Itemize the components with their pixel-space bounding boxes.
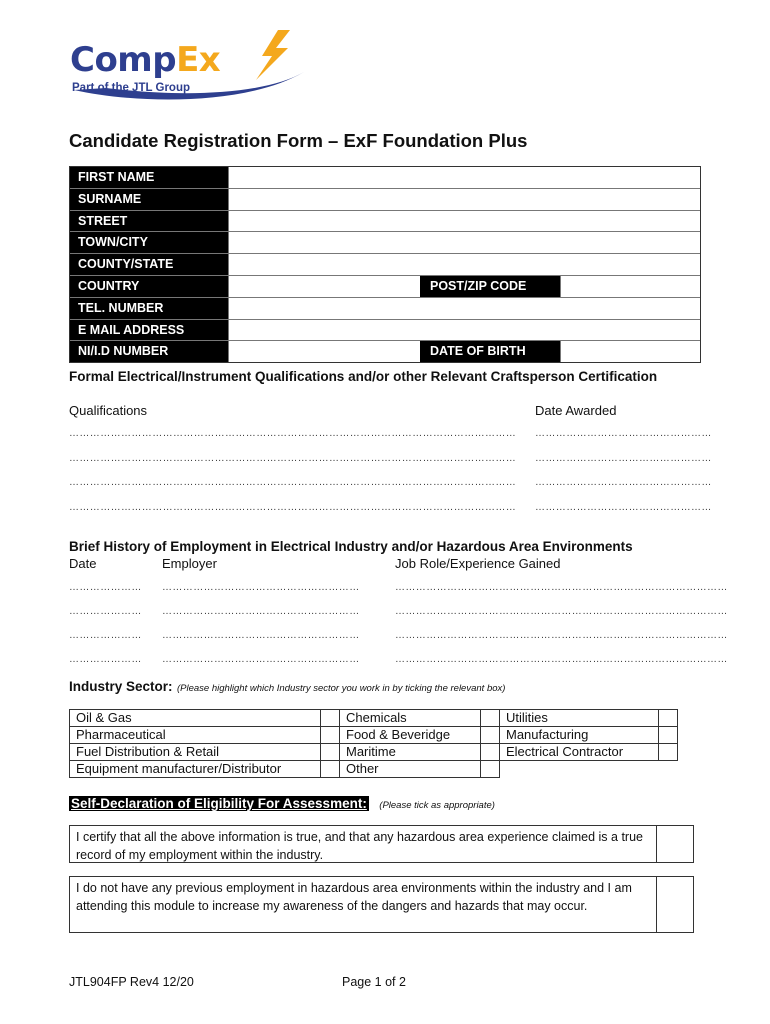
industry-sector-heading-row bbox=[69, 678, 505, 696]
label-surname: SURNAME bbox=[70, 189, 228, 210]
label-town-city: TOWN/CITY bbox=[70, 232, 228, 253]
sector-checkbox[interactable] bbox=[481, 727, 500, 744]
logo-tagline: Part of the JTL Group bbox=[72, 82, 190, 94]
qualifications-col-header: Qualifications bbox=[69, 403, 148, 418]
label-county-state: COUNTY/STATE bbox=[70, 254, 228, 275]
job-role-line[interactable]: …………………………………………………………………………………… bbox=[395, 654, 728, 665]
employment-heading: Brief History of Employment in Electrical Industry and/or Hazardous Area Environments bbox=[69, 539, 633, 554]
first-name-field[interactable] bbox=[228, 167, 700, 188]
sector-checkbox[interactable] bbox=[481, 761, 500, 778]
employment-date-col-header: Date bbox=[69, 556, 97, 571]
label-street: STREET bbox=[70, 211, 228, 232]
sector-empty-cell bbox=[659, 761, 678, 778]
sector-chemicals: Chemicals bbox=[340, 710, 481, 727]
job-role-line[interactable]: …………………………………………………………………………………… bbox=[395, 630, 728, 641]
job-role-line[interactable]: …………………………………………………………………………………… bbox=[395, 582, 728, 593]
sector-checkbox[interactable] bbox=[659, 744, 678, 761]
surname-field[interactable] bbox=[228, 189, 700, 210]
sector-empty-cell bbox=[500, 761, 659, 778]
date-awarded-col-header: Date Awarded bbox=[535, 403, 617, 418]
page-number: Page 1 of 2 bbox=[342, 975, 406, 989]
sector-row bbox=[70, 744, 678, 761]
declaration-heading-row bbox=[69, 795, 495, 813]
label-post-zip: POST/ZIP CODE bbox=[420, 276, 560, 297]
label-first-name: FIRST NAME bbox=[70, 167, 228, 188]
label-tel: TEL. NUMBER bbox=[70, 298, 228, 319]
street-field[interactable] bbox=[228, 211, 700, 232]
row-ni-id bbox=[70, 341, 700, 362]
logo-word-accent: Ex bbox=[176, 40, 221, 80]
town-city-field[interactable] bbox=[228, 232, 700, 253]
sector-row bbox=[70, 710, 678, 727]
date-awarded-line[interactable]: …………………………………………… bbox=[535, 502, 712, 513]
form-title: Candidate Registration Form – ExF Foundation Plus bbox=[69, 130, 528, 151]
sector-checkbox[interactable] bbox=[321, 744, 340, 761]
sector-fuel-distribution: Fuel Distribution & Retail bbox=[70, 744, 321, 761]
industry-sector-table bbox=[69, 709, 678, 778]
date-awarded-line[interactable]: …………………………………………… bbox=[535, 477, 712, 488]
sector-row bbox=[70, 761, 678, 778]
employment-date-line[interactable]: ………………… bbox=[69, 654, 142, 665]
qualifications-heading: Formal Electrical/Instrument Qualifications and/or other Relevant Craftsperson Certification bbox=[69, 369, 658, 384]
county-state-field[interactable] bbox=[228, 254, 700, 275]
sector-checkbox[interactable] bbox=[321, 761, 340, 778]
job-role-line[interactable]: …………………………………………………………………………………… bbox=[395, 606, 728, 617]
sector-other: Other bbox=[340, 761, 481, 778]
qualification-line[interactable]: ………………………………………………………………………………………………………………… bbox=[69, 502, 517, 513]
employer-line[interactable]: ………………………………………………… bbox=[162, 606, 360, 617]
row-surname bbox=[70, 189, 700, 211]
row-town-city bbox=[70, 232, 700, 254]
sector-checkbox[interactable] bbox=[481, 710, 500, 727]
employer-line[interactable]: ………………………………………………… bbox=[162, 582, 360, 593]
employment-date-line[interactable]: ………………… bbox=[69, 630, 142, 641]
sector-oil-gas: Oil & Gas bbox=[70, 710, 321, 727]
sector-equipment-manufacturer: Equipment manufacturer/Distributor bbox=[70, 761, 321, 778]
sector-pharmaceutical: Pharmaceutical bbox=[70, 727, 321, 744]
declaration-statement-2 bbox=[69, 876, 694, 933]
employer-line[interactable]: ………………………………………………… bbox=[162, 654, 360, 665]
qualification-line[interactable]: ………………………………………………………………………………………………………………… bbox=[69, 428, 517, 439]
declaration-statement-1-text: I certify that all the above information is true, and that any hazardous area experience claimed is a true record of my employment within the industry. bbox=[76, 830, 643, 862]
logo-word-main: Comp bbox=[70, 40, 177, 80]
date-awarded-line[interactable]: …………………………………………… bbox=[535, 453, 712, 464]
sector-checkbox[interactable] bbox=[321, 727, 340, 744]
job-role-col-header: Job Role/Experience Gained bbox=[395, 556, 561, 571]
logo-wordmark bbox=[70, 40, 220, 80]
sector-utilities: Utilities bbox=[500, 710, 659, 727]
email-field[interactable] bbox=[228, 320, 700, 341]
compex-logo bbox=[66, 28, 316, 108]
tel-field[interactable] bbox=[228, 298, 700, 319]
employment-date-line[interactable]: ………………… bbox=[69, 606, 142, 617]
declaration-note: (Please tick as appropriate) bbox=[379, 800, 495, 811]
sector-checkbox[interactable] bbox=[659, 710, 678, 727]
declaration-1-checkbox[interactable] bbox=[656, 826, 693, 862]
row-email bbox=[70, 320, 700, 342]
document-reference: JTL904FP Rev4 12/20 bbox=[69, 975, 194, 989]
post-zip-field[interactable] bbox=[560, 276, 700, 297]
label-email: E MAIL ADDRESS bbox=[70, 320, 228, 341]
row-street bbox=[70, 211, 700, 233]
date-awarded-line[interactable]: …………………………………………… bbox=[535, 428, 712, 439]
personal-details-table bbox=[69, 166, 701, 363]
declaration-heading: Self-Declaration of Eligibility For Assessment: bbox=[71, 796, 367, 811]
sector-food-beveridge: Food & Beveridge bbox=[340, 727, 481, 744]
qualification-line[interactable]: ………………………………………………………………………………………………………………… bbox=[69, 477, 517, 488]
employment-date-line[interactable]: ………………… bbox=[69, 582, 142, 593]
label-country: COUNTRY bbox=[70, 276, 228, 297]
dob-field[interactable] bbox=[560, 341, 700, 362]
label-ni-id: NI/I.D NUMBER bbox=[70, 341, 228, 362]
industry-sector-note: (Please highlight which Industry sector you work in by ticking the relevant box) bbox=[176, 683, 506, 694]
employer-col-header: Employer bbox=[162, 556, 217, 571]
row-tel bbox=[70, 298, 700, 320]
sector-row bbox=[70, 727, 678, 744]
sector-manufacturing: Manufacturing bbox=[500, 727, 659, 744]
declaration-statement-2-text: I do not have any previous employment in hazardous area environments within the industry and I am attending this module to increase my awareness of the dangers and hazards that may occur. bbox=[76, 881, 632, 913]
qualification-line[interactable]: ………………………………………………………………………………………………………………… bbox=[69, 453, 517, 464]
sector-checkbox[interactable] bbox=[659, 727, 678, 744]
sector-checkbox[interactable] bbox=[481, 744, 500, 761]
sector-maritime: Maritime bbox=[340, 744, 481, 761]
industry-sector-heading: Industry Sector: bbox=[69, 679, 173, 694]
row-first-name bbox=[70, 167, 700, 189]
sector-electrical-contractor: Electrical Contractor bbox=[500, 744, 659, 761]
sector-checkbox[interactable] bbox=[321, 710, 340, 727]
label-dob: DATE OF BIRTH bbox=[420, 341, 560, 362]
declaration-2-checkbox[interactable] bbox=[656, 877, 693, 932]
row-county-state bbox=[70, 254, 700, 276]
row-country bbox=[70, 276, 700, 298]
declaration-statement-1 bbox=[69, 825, 694, 863]
employer-line[interactable]: ………………………………………………… bbox=[162, 630, 360, 641]
